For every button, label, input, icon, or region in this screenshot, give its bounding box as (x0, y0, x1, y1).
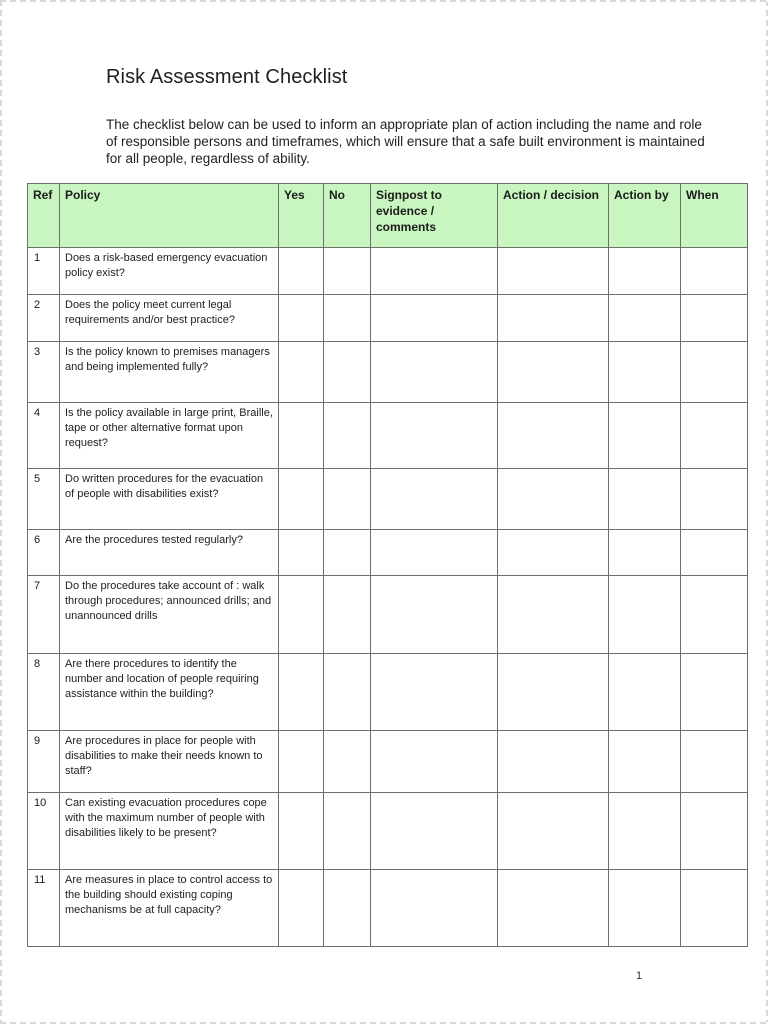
page-edge-left (0, 0, 2, 1024)
row-ref-cell: 2 (28, 295, 60, 342)
row-yes-cell[interactable] (279, 576, 324, 654)
row-signpost-cell[interactable] (371, 576, 498, 654)
row-policy-cell: Does a risk-based emergency evacuation policy exist? (60, 248, 279, 295)
row-yes-cell[interactable] (279, 295, 324, 342)
row-action-by-cell[interactable] (609, 469, 681, 530)
row-policy-cell: Is the policy available in large print, Braille, tape or other alternative format upon request? (60, 403, 279, 469)
row-when-cell[interactable] (681, 342, 748, 403)
table-header-row (28, 184, 748, 248)
page-title: Risk Assessment Checklist (106, 66, 348, 88)
row-signpost-cell[interactable] (371, 793, 498, 870)
column-header-action-by: Action by (609, 184, 681, 248)
page-edge-top (0, 0, 768, 2)
row-signpost-cell[interactable] (371, 530, 498, 576)
row-no-cell[interactable] (324, 654, 371, 731)
row-signpost-cell[interactable] (371, 403, 498, 469)
column-header-signpost: Signpost to evidence / comments (371, 184, 498, 248)
column-header-no: No (324, 184, 371, 248)
row-action-decision-cell[interactable] (498, 530, 609, 576)
row-policy-cell: Does the policy meet current legal requirements and/or best practice? (60, 295, 279, 342)
row-yes-cell[interactable] (279, 469, 324, 530)
row-action-by-cell[interactable] (609, 576, 681, 654)
row-no-cell[interactable] (324, 530, 371, 576)
row-policy-cell: Are the procedures tested regularly? (60, 530, 279, 576)
row-when-cell[interactable] (681, 731, 748, 793)
row-ref-cell: 10 (28, 793, 60, 870)
row-action-by-cell[interactable] (609, 295, 681, 342)
row-yes-cell[interactable] (279, 731, 324, 793)
row-yes-cell[interactable] (279, 870, 324, 947)
table-row (28, 342, 748, 403)
row-ref-cell: 4 (28, 403, 60, 469)
row-signpost-cell[interactable] (371, 870, 498, 947)
row-when-cell[interactable] (681, 654, 748, 731)
column-header-action-decision: Action / decision (498, 184, 609, 248)
row-when-cell[interactable] (681, 295, 748, 342)
row-no-cell[interactable] (324, 248, 371, 295)
table-row (28, 469, 748, 530)
row-action-by-cell[interactable] (609, 530, 681, 576)
row-action-decision-cell[interactable] (498, 342, 609, 403)
row-action-by-cell[interactable] (609, 248, 681, 295)
row-no-cell[interactable] (324, 342, 371, 403)
row-signpost-cell[interactable] (371, 248, 498, 295)
row-policy-cell: Are procedures in place for people with disabilities to make their needs known to staff? (60, 731, 279, 793)
page-number: 1 (636, 970, 643, 982)
row-policy-cell: Do the procedures take account of : walk through procedures; announced drills; and unannounced drills (60, 576, 279, 654)
row-policy-cell: Are measures in place to control access to the building should existing coping mechanisms be at full capacity? (60, 870, 279, 947)
row-ref-cell: 3 (28, 342, 60, 403)
row-action-decision-cell[interactable] (498, 731, 609, 793)
row-yes-cell[interactable] (279, 793, 324, 870)
table-row (28, 793, 748, 870)
row-ref-cell: 7 (28, 576, 60, 654)
row-when-cell[interactable] (681, 576, 748, 654)
row-no-cell[interactable] (324, 403, 371, 469)
row-policy-cell: Do written procedures for the evacuation of people with disabilities exist? (60, 469, 279, 530)
row-signpost-cell[interactable] (371, 469, 498, 530)
row-when-cell[interactable] (681, 403, 748, 469)
row-policy-cell: Can existing evacuation procedures cope with the maximum number of people with disabilities likely to be present? (60, 793, 279, 870)
row-ref-cell: 6 (28, 530, 60, 576)
row-no-cell[interactable] (324, 469, 371, 530)
row-when-cell[interactable] (681, 530, 748, 576)
row-action-by-cell[interactable] (609, 403, 681, 469)
table-row (28, 403, 748, 469)
row-ref-cell: 5 (28, 469, 60, 530)
row-ref-cell: 11 (28, 870, 60, 947)
row-yes-cell[interactable] (279, 530, 324, 576)
row-no-cell[interactable] (324, 576, 371, 654)
row-action-by-cell[interactable] (609, 793, 681, 870)
row-yes-cell[interactable] (279, 248, 324, 295)
row-policy-cell: Is the policy known to premises managers and being implemented fully? (60, 342, 279, 403)
row-action-by-cell[interactable] (609, 654, 681, 731)
row-signpost-cell[interactable] (371, 654, 498, 731)
row-ref-cell: 9 (28, 731, 60, 793)
table-row (28, 530, 748, 576)
row-no-cell[interactable] (324, 295, 371, 342)
table-row (28, 248, 748, 295)
row-yes-cell[interactable] (279, 654, 324, 731)
row-action-by-cell[interactable] (609, 342, 681, 403)
row-when-cell[interactable] (681, 469, 748, 530)
table-row (28, 576, 748, 654)
table-row (28, 870, 748, 947)
row-action-decision-cell[interactable] (498, 295, 609, 342)
row-when-cell[interactable] (681, 248, 748, 295)
row-action-decision-cell[interactable] (498, 403, 609, 469)
row-action-by-cell[interactable] (609, 870, 681, 947)
row-action-decision-cell[interactable] (498, 654, 609, 731)
column-header-policy: Policy (60, 184, 279, 248)
risk-checklist-table (27, 183, 748, 947)
table-row (28, 654, 748, 731)
row-signpost-cell[interactable] (371, 731, 498, 793)
table-row (28, 731, 748, 793)
row-no-cell[interactable] (324, 731, 371, 793)
row-ref-cell: 8 (28, 654, 60, 731)
row-action-decision-cell[interactable] (498, 793, 609, 870)
row-action-decision-cell[interactable] (498, 576, 609, 654)
row-when-cell[interactable] (681, 793, 748, 870)
row-policy-cell: Are there procedures to identify the number and location of people requiring assistance within the building? (60, 654, 279, 731)
row-when-cell[interactable] (681, 870, 748, 947)
row-ref-cell: 1 (28, 248, 60, 295)
table-body (28, 248, 748, 947)
row-no-cell[interactable] (324, 793, 371, 870)
row-no-cell[interactable] (324, 870, 371, 947)
column-header-when: When (681, 184, 748, 248)
column-header-yes: Yes (279, 184, 324, 248)
row-action-decision-cell[interactable] (498, 248, 609, 295)
row-action-by-cell[interactable] (609, 731, 681, 793)
row-yes-cell[interactable] (279, 342, 324, 403)
table-row (28, 295, 748, 342)
intro-paragraph: The checklist below can be used to inform an appropriate plan of action including the name and role of responsible persons and timeframes, which will ensure that a safe built environment is maintained for all people, regardless of ability. (106, 117, 705, 166)
column-header-ref: Ref (28, 184, 60, 248)
row-signpost-cell[interactable] (371, 342, 498, 403)
row-action-decision-cell[interactable] (498, 870, 609, 947)
row-action-decision-cell[interactable] (498, 469, 609, 530)
row-signpost-cell[interactable] (371, 295, 498, 342)
row-yes-cell[interactable] (279, 403, 324, 469)
